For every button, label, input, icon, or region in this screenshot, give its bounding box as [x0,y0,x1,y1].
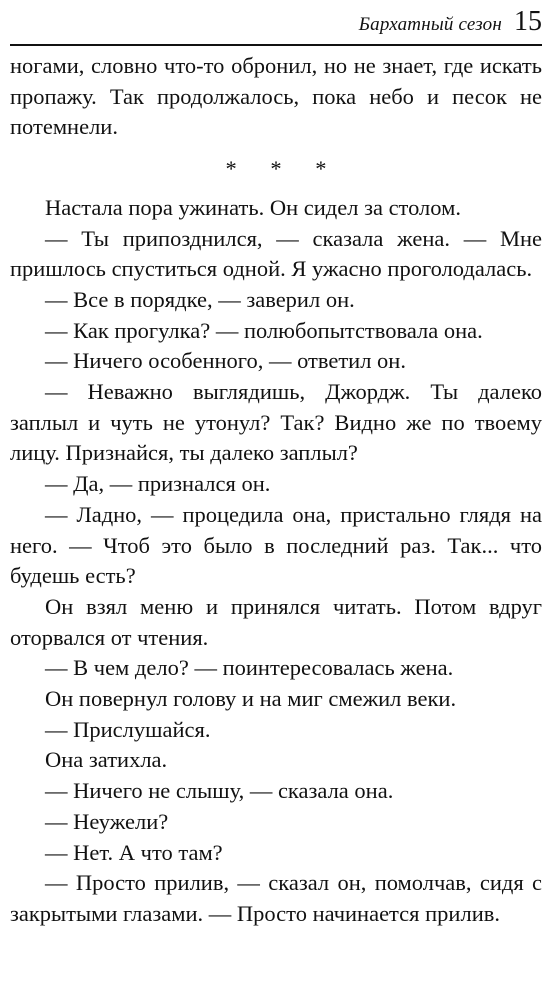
book-page [10,0,542,997]
paragraph: — Неважно выглядишь, Джордж. Ты далеко заплыл и чуть не утонул? Так? Видно же по твоему лицу. Признайся, ты далеко заплыл? [10,379,542,466]
paragraph: — Прислушайся. [45,716,211,742]
paragraph: — Нет. А что там? [45,839,223,865]
paragraph: — Ты припозднился, — сказала жена. — Мне пришлось спуститься одной. Я ужасно проголодалась. [10,225,542,282]
paragraph: Она затихла. [45,747,168,773]
paragraph: Настала пора ужинать. Он сидел за столом. [45,194,461,220]
paragraph: — Ладно, — процедила она, пристально глядя на него. — Чтоб это было в последний раз. Так... что будешь есть? [10,501,542,589]
paragraph: — Как прогулка? — полюбопытствовала она. [45,317,483,343]
running-title: Бархатный сезон [358,14,502,35]
paragraph: Он взял меню и принялся читать. Потом вдруг оторвался от чтения. [10,593,542,650]
paragraph: — Все в порядке, — заверил он. [45,286,355,312]
paragraph-continuation [10,51,542,143]
header-rule [10,44,542,46]
paragraph: Он повернул голову и на миг смежил веки. [45,686,457,712]
paragraph: — Ничего не слышу, — сказала она. [45,778,394,804]
paragraph: — В чем дело? — поинтересовалась жена. [45,655,454,681]
page-number: 15 [514,6,542,37]
paragraph: — Да, — признался он. [45,471,271,497]
section-separator: * * * [225,156,341,182]
page-header [359,6,542,42]
paragraph-text: ногами, словно что-то обронил, но не знает, где искать пропажу. Так продолжалось, пока небо и песок не потемнели. [10,53,542,140]
body-text [10,51,542,930]
paragraph: — Просто прилив, — сказал он, помолчав, сидя с закрытыми глазами. — Просто начинается прилив. [10,870,542,926]
paragraph: — Ничего особенного, — ответил он. [45,348,406,374]
paragraph: — Неужели? [45,808,169,834]
